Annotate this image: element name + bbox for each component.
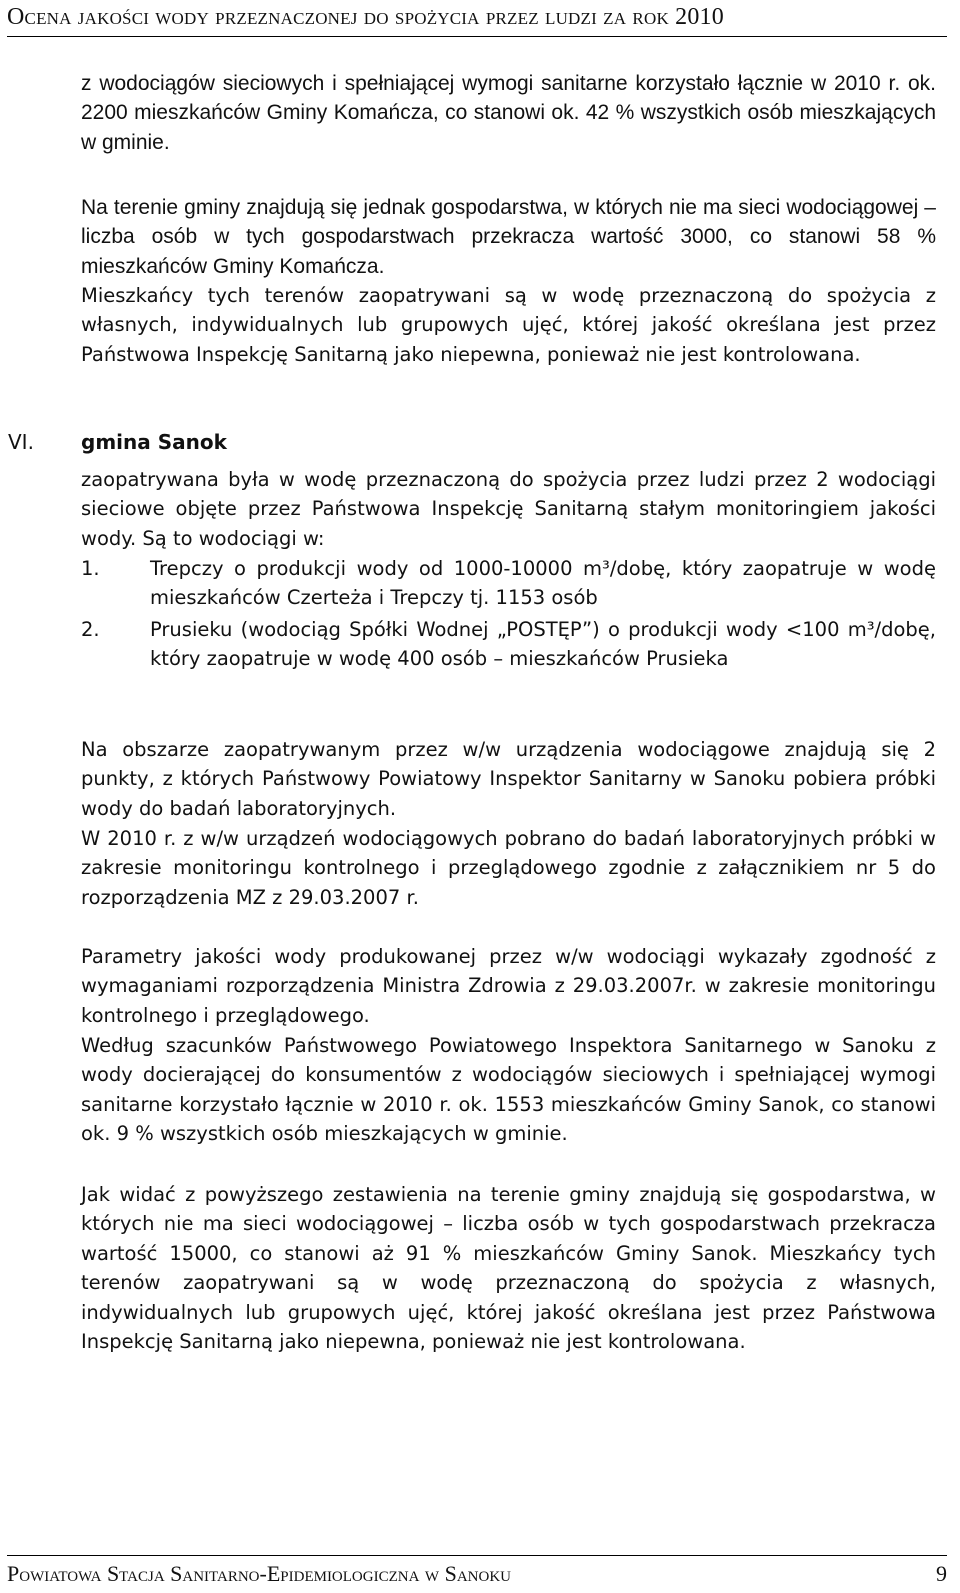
list-item-number: 1. <box>81 557 100 580</box>
footer-rule <box>7 1555 947 1556</box>
page-number: 9 <box>936 1561 947 1586</box>
section-number: VI. <box>8 430 34 454</box>
list-item-trepcza <box>81 554 936 613</box>
paragraph-estimate: Według szacunków Państwowego Powiatowego Inspektora Sanitarnego w Sanoku z wody docierającej do konsumentów z wodociągów sieciowych i spełniającej wymogi sanitarne korzystało łącznie w 2010 r. ok. 1553 mieszkańców Gminy Sanok, co stanowi ok. 9 % wszystkich osób mieszkających w gminie. <box>81 1034 936 1146</box>
footer-institution: Powiatowa Stacja Sanitarno-Epidemiologiczna w Sanoku <box>7 1561 511 1586</box>
section-intro: zaopatrywana była w wodę przeznaczoną do spożycia przez ludzi przez 2 wodociągi sieciowe objęte przez Państwowa Inspekcję Sanitarną stałym monitoringiem jakości wody. Są to wodociągi w: <box>81 468 936 550</box>
list-item-prusiek <box>81 615 936 674</box>
paragraph-samples-taken: W 2010 r. z w/w urządzeń wodociągowych pobrano do badań laboratoryjnych próbki w zakresie monitoringu kontrolnego i przeglądowego zgodnie z załącznikiem nr 5 do rozporządzenia MZ z 29.03.2007 r. <box>81 827 936 909</box>
paragraph-komancza-residents: Mieszkańcy tych terenów zaopatrywani są w wodę przeznaczoną do spożycia z własnych, indywidualnych lub grupowych ujęć, której jakość określana jest przez Państwowa Inspekcję Sanitarną jako niepewna, ponieważ nie jest kontrolowana. <box>81 284 936 366</box>
section-title: gmina Sanok <box>81 430 227 454</box>
paragraph-sampling-points: Na obszarze zaopatrywanym przez w/w urządzenia wodociągowe znajdują się 2 punkty, z których Państwowy Powiatowy Inspektor Sanitarny w Sanoku pobiera próbki wody do badań laboratoryjnych. <box>81 738 936 820</box>
running-header: Ocena jakości wody przeznaczonej do spożycia przez ludzi za rok 2010 <box>7 4 724 30</box>
list-item-text: Prusieku (wodociąg Spółki Wodnej „POSTĘP”) o produkcji wody <100 m³/dobę, który zaopatruje w wodę 400 osób – mieszkańców Prusieka <box>150 618 936 671</box>
paragraph-parameters: Parametry jakości wody produkowanej przez w/w wodociągi wykazały zgodność z wymaganiami rozporządzenia Ministra Zdrowia z 29.03.2007r. w zakresie monitoringu kontrolnego i przeglądowego. <box>81 945 936 1027</box>
list-item-text: Trepczy o produkcji wody od 1000-10000 m³/dobę, który zaopatruje w wodę mieszkańców Czerteża i Trepczy tj. 1153 osób <box>150 557 936 610</box>
list-item-number: 2. <box>81 618 100 641</box>
paragraph-komancza-households: Na terenie gminy znajdują się jednak gospodarstwa, w których nie ma sieci wodociągowej – liczba osób w tych gospodarstwach przekracza wartość 3000, co stanowi 58 % mieszkańców Gminy Komańcza. <box>81 196 936 278</box>
paragraph-komancza-continuation: z wodociągów sieciowych i spełniającej wymogi sanitarne korzystało łącznie w 2010 r. ok. 2200 mieszkańców Gminy Komańcza, co stanowi ok. 42 % wszystkich osób mieszkających w gminie. <box>81 72 936 154</box>
paragraph-summary: Jak widać z powyższego zestawienia na terenie gminy znajdują się gospodarstwa, w których nie ma sieci wodociągowej – liczba osób w tych gospodarstwach przekracza wartość 15000, co stanowi aż 91 % mieszkańców Gminy Sanok. Mieszkańcy tych terenów zaopatrywani są w wodę przeznaczoną do spożycia z własnych, indywidualnych lub grupowych ujęć, której jakość określana jest przez Państwowa Inspekcję Sanitarną jako niepewna, ponieważ nie jest kontrolowana. <box>81 1183 936 1354</box>
header-rule <box>7 36 947 37</box>
